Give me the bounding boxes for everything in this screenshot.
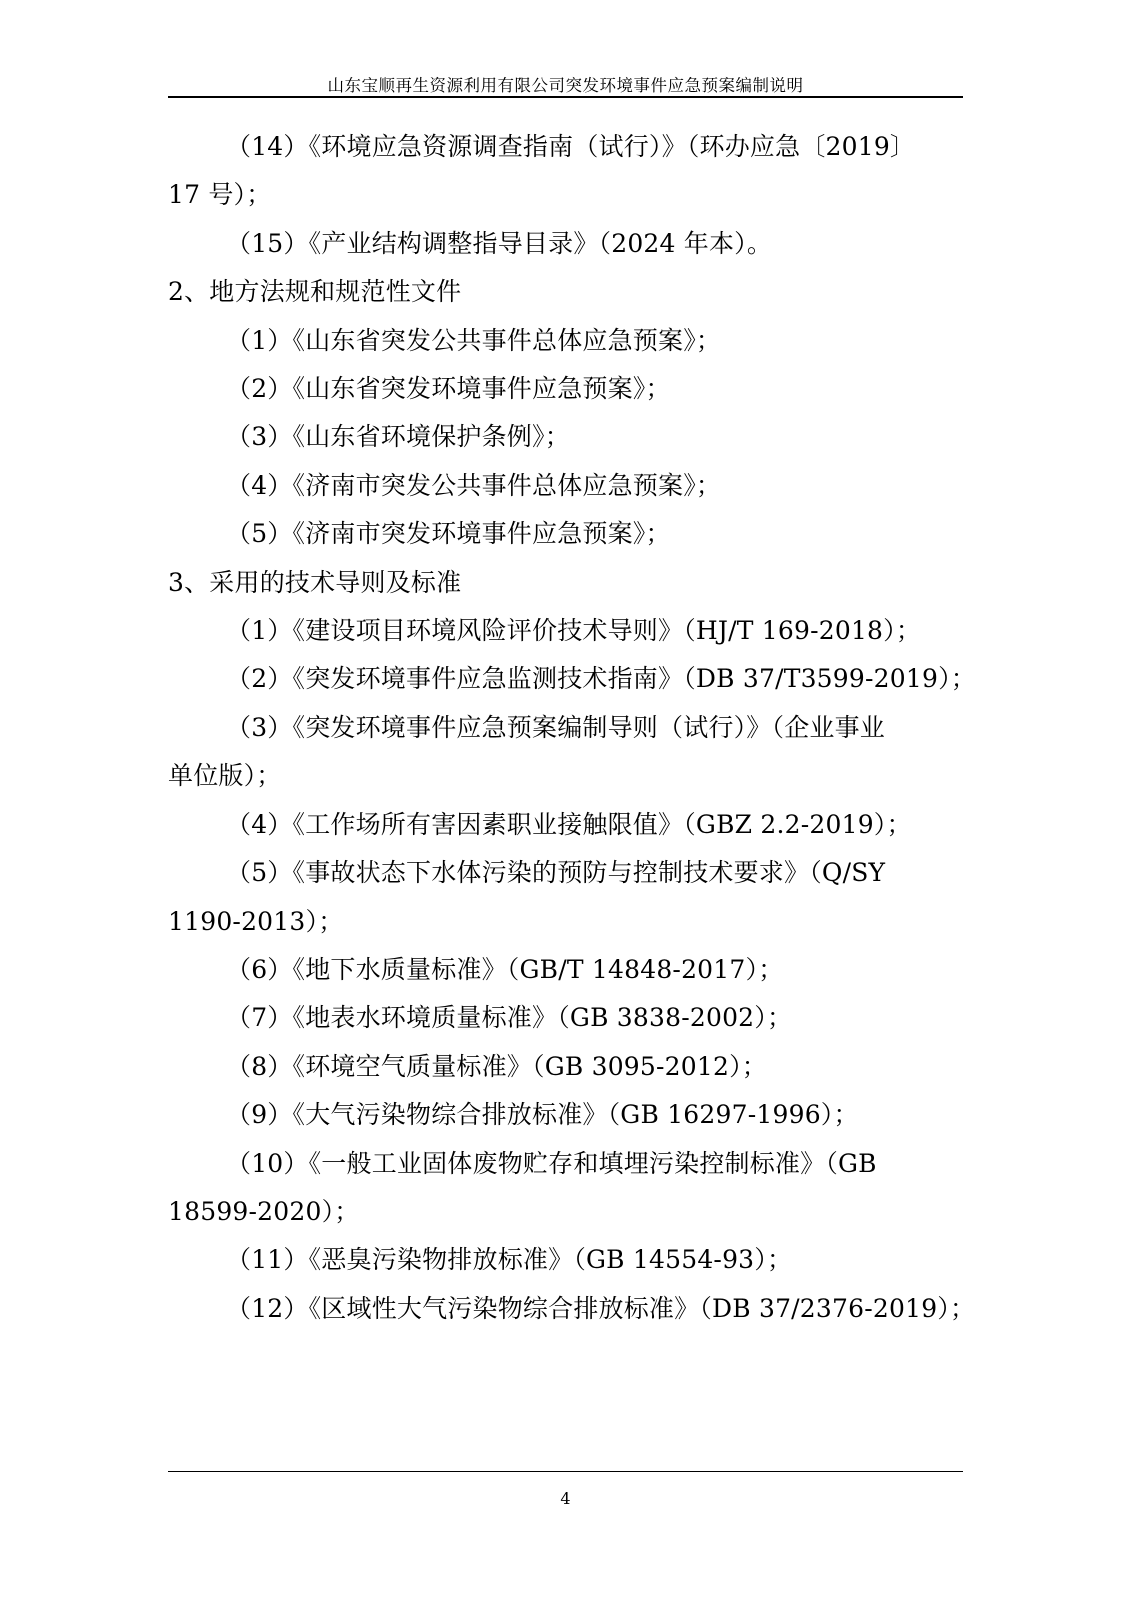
- footer-divider: [168, 1471, 963, 1472]
- body-line: （1）《山东省突发公共事件总体应急预案》；: [226, 325, 722, 355]
- body-line: （10）《一般工业固体废物贮存和填埋污染控制标准》（GB: [226, 1148, 877, 1178]
- section-heading: 2、地方法规和规范性文件: [168, 277, 462, 307]
- body-line: （14）《环境应急资源调查指南（试行）》（环办应急〔2019〕: [226, 132, 916, 161]
- body-line: （8）《环境空气质量标准》（GB 3095-2012）；: [226, 1051, 767, 1081]
- body-line: （3）《突发环境事件应急预案编制导则（试行）》（企业事业: [226, 712, 886, 742]
- body-line: （4）《工作场所有害因素职业接触限值》（GBZ 2.2-2019）；: [226, 809, 912, 839]
- body-line: （5）《济南市突发环境事件应急预案》；: [226, 519, 671, 549]
- body-line: （2）《山东省突发环境事件应急预案》；: [226, 374, 671, 404]
- body-line: （5）《事故状态下水体污染的预防与控制技术要求》（Q/SY: [226, 858, 886, 888]
- body-line: （9）《大气污染物综合排放标准》（GB 16297-1996）；: [226, 1100, 859, 1130]
- body-line: （1）《建设项目环境风险评价技术导则》（HJ/T 169-2018）；: [226, 616, 922, 646]
- body-line: （11）《恶臭污染物排放标准》（GB 14554-93）；: [226, 1245, 793, 1275]
- body-line: （7）《地表水环境质量标准》（GB 3838-2002）；: [226, 1003, 793, 1033]
- section-heading: 3、采用的技术导则及标准: [168, 567, 462, 597]
- body-line: 1190-2013）；: [168, 906, 344, 936]
- page-number: 4: [560, 1489, 571, 1508]
- body-line: （12）《区域性大气污染物综合排放标准》（DB 37/2376-2019）；: [226, 1293, 976, 1323]
- body-line: （15）《产业结构调整指导目录》（2024 年本）。: [226, 228, 773, 258]
- page-header: 山东宝顺再生资源利用有限公司突发环境事件应急预案编制说明: [327, 76, 804, 95]
- document-body: [168, 123, 976, 1333]
- body-line: 17 号）；: [168, 180, 272, 210]
- body-line: （6）《地下水质量标准》（GB/T 14848-2017）；: [226, 954, 784, 984]
- body-line: （4）《济南市突发公共事件总体应急预案》；: [226, 470, 722, 500]
- body-line: 单位版）；: [168, 761, 282, 791]
- body-line: （3）《山东省环境保护条例》；: [226, 422, 570, 452]
- header-divider: [168, 96, 963, 98]
- body-line: （2）《突发环境事件应急监测技术指南》（DB 37/T3599-2019）；: [226, 664, 976, 694]
- body-line: 18599-2020）；: [168, 1196, 360, 1226]
